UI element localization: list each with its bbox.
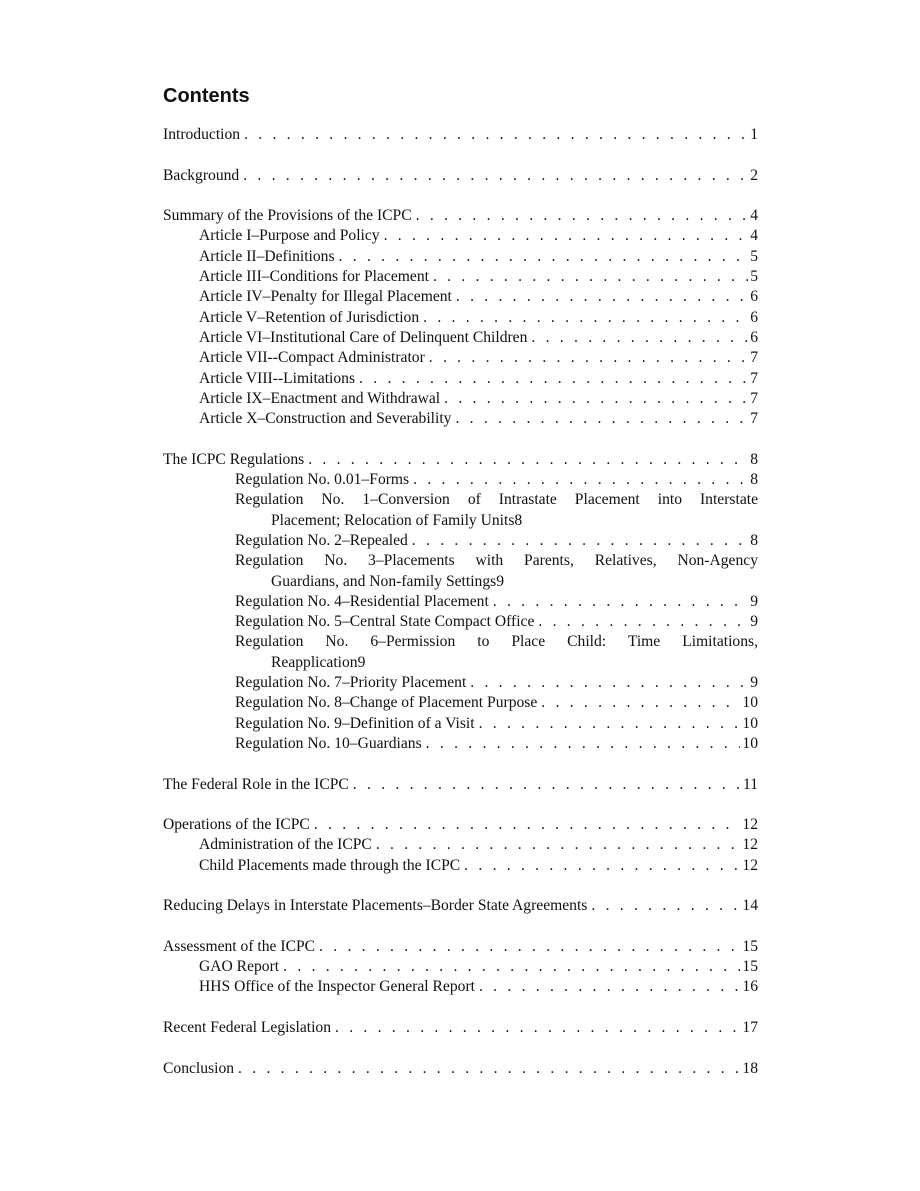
dot-leader <box>460 856 740 876</box>
toc-group-reducing-delays <box>163 896 758 916</box>
toc-entry-page: 12 <box>742 816 758 834</box>
toc-subentry[interactable] <box>163 267 758 287</box>
dot-leader <box>425 348 748 368</box>
toc-subentry[interactable] <box>163 531 758 551</box>
dot-leader <box>234 1059 740 1079</box>
toc-entry-page: 12 <box>742 856 758 874</box>
toc-entry-page: 5 <box>750 268 758 286</box>
toc-entry-title: Summary of the Provisions of the ICPC <box>163 207 412 225</box>
toc-entry-title: Article I–Purpose and Policy <box>199 227 380 245</box>
toc-entry-page: 6 <box>750 328 758 346</box>
toc-entry-page: 8 <box>750 531 758 549</box>
toc-entry-page: 7 <box>750 389 758 407</box>
toc-group-regulations <box>163 450 758 754</box>
toc-entry-page: 10 <box>742 734 758 752</box>
toc-entry[interactable] <box>163 937 758 957</box>
toc-entry-title: Article IV–Penalty for Illegal Placement <box>199 288 452 306</box>
toc-entry-page: 12 <box>742 836 758 854</box>
toc-subentry[interactable] <box>163 247 758 267</box>
toc-subentry[interactable] <box>163 856 758 876</box>
toc-entry[interactable] <box>163 206 758 226</box>
toc-subentry[interactable] <box>163 632 758 673</box>
dot-leader <box>587 896 740 916</box>
dot-leader <box>304 450 748 470</box>
toc-entry-page: 15 <box>742 937 758 955</box>
toc-subentry[interactable] <box>163 957 758 977</box>
toc-subentry[interactable] <box>163 673 758 693</box>
toc-group-introduction <box>163 125 758 145</box>
toc-entry-page: 6 <box>750 288 758 306</box>
toc-entry[interactable] <box>163 775 758 795</box>
toc-entry-page: 17 <box>742 1019 758 1037</box>
toc-entry-page: 10 <box>742 694 758 712</box>
toc-entry-page: 8 <box>750 471 758 489</box>
table-of-contents <box>163 125 758 1079</box>
toc-subentry[interactable] <box>163 328 758 348</box>
toc-entry-title-line1: Regulation No. 6–Permission to Place Child: Time Limitations, <box>235 633 758 651</box>
toc-entry-page: 9 <box>750 613 758 631</box>
toc-subentry[interactable] <box>163 470 758 490</box>
dot-leader <box>419 308 748 328</box>
toc-subentry[interactable] <box>163 409 758 429</box>
toc-entry-title-line1: Regulation No. 1–Conversion of Intrastate Placement into Interstate <box>235 491 758 509</box>
toc-subentry[interactable] <box>163 369 758 389</box>
dot-leader <box>527 328 748 348</box>
toc-entry-title: Regulation No. 0.01–Forms <box>235 471 410 489</box>
dot-leader <box>412 206 749 226</box>
toc-entry-title: Reducing Delays in Interstate Placements–Border State Agreements <box>163 897 588 915</box>
page-title: Contents <box>163 85 250 107</box>
dot-leader <box>239 166 748 186</box>
toc-entry-page: 9 <box>750 592 758 610</box>
toc-entry[interactable] <box>163 1018 758 1038</box>
dot-leader <box>335 247 749 267</box>
toc-group-background <box>163 166 758 186</box>
toc-entry-page: 5 <box>750 247 758 265</box>
toc-entry-page: 16 <box>742 978 758 996</box>
toc-entry-title: Regulation No. 7–Priority Placement <box>235 674 467 692</box>
toc-entry-title: Article VIII--Limitations <box>199 369 356 387</box>
toc-entry-title: Article VII--Compact Administrator <box>199 349 425 367</box>
toc-entry-title-line2: Guardians, and Non-family Settings <box>271 572 497 590</box>
toc-entry-page: 9 <box>357 653 366 671</box>
toc-entry-title: Introduction <box>163 126 241 143</box>
toc-subentry[interactable] <box>163 835 758 855</box>
toc-subentry[interactable] <box>163 389 758 409</box>
toc-subentry[interactable] <box>163 287 758 307</box>
toc-entry-title: Regulation No. 4–Residential Placement <box>235 592 489 610</box>
toc-entry-page: 7 <box>750 410 758 428</box>
toc-group-summary <box>163 206 758 429</box>
toc-entry-title: Regulation No. 5–Central State Compact Office <box>235 613 535 631</box>
toc-entry-page: 6 <box>750 308 758 326</box>
dot-leader <box>315 937 740 957</box>
dot-leader <box>355 369 748 389</box>
toc-subentry[interactable] <box>163 734 758 754</box>
toc-subentry[interactable] <box>163 226 758 246</box>
toc-entry-title: Regulation No. 9–Definition of a Visit <box>235 714 475 732</box>
toc-entry-title: Article X–Construction and Severability <box>199 410 452 428</box>
toc-entry[interactable] <box>163 896 758 916</box>
toc-entry-title: The Federal Role in the ICPC <box>163 775 349 793</box>
toc-entry-title: The ICPC Regulations <box>163 450 305 468</box>
dot-leader <box>489 592 748 612</box>
toc-entry-title: Article II–Definitions <box>199 247 335 265</box>
dot-leader <box>452 287 748 307</box>
toc-entry-title: Regulation No. 8–Change of Placement Purpose <box>235 694 538 712</box>
toc-entry-title-line1: Regulation No. 3–Placements with Parents, Relatives, Non-Agency <box>235 552 758 570</box>
toc-entry-title: Article V–Retention of Jurisdiction <box>199 308 420 326</box>
toc-entry[interactable] <box>163 1059 758 1079</box>
toc-entry[interactable] <box>163 450 758 470</box>
toc-entry-title: HHS Office of the Inspector General Report <box>199 978 475 996</box>
toc-entry-page: 2 <box>750 166 758 184</box>
toc-group-conclusion <box>163 1059 758 1079</box>
dot-leader <box>429 267 748 287</box>
toc-subentry[interactable] <box>163 592 758 612</box>
toc-group-operations <box>163 815 758 876</box>
toc-entry-title: Regulation No. 10–Guardians <box>235 734 422 752</box>
contents-page <box>163 84 758 1099</box>
toc-entry-title: Operations of the ICPC <box>163 816 310 834</box>
toc-group-assessment <box>163 937 758 998</box>
toc-subentry[interactable] <box>163 693 758 713</box>
toc-entry-title: Article VI–Institutional Care of Delinquent Children <box>199 328 528 346</box>
toc-entry-page: 15 <box>742 958 758 976</box>
toc-subentry[interactable] <box>163 348 758 368</box>
dot-leader <box>240 125 748 145</box>
toc-entry-page: 8 <box>750 450 758 468</box>
toc-entry-title: GAO Report <box>199 958 280 976</box>
toc-entry-title: Child Placements made through the ICPC <box>199 856 461 874</box>
dot-leader <box>475 977 740 997</box>
toc-entry[interactable] <box>163 125 758 145</box>
dot-leader <box>466 673 748 693</box>
toc-subentry[interactable] <box>163 714 758 734</box>
toc-entry-page: 11 <box>742 775 758 793</box>
dot-leader <box>279 957 740 977</box>
toc-subentry[interactable] <box>163 612 758 632</box>
toc-entry-title: Recent Federal Legislation <box>163 1019 332 1037</box>
toc-entry-page: 4 <box>750 207 758 225</box>
toc-entry-title: Conclusion <box>163 1059 235 1077</box>
dot-leader <box>422 734 741 754</box>
toc-group-recent-legislation <box>163 1018 758 1038</box>
dot-leader <box>440 389 748 409</box>
toc-entry-page: 8 <box>514 511 523 529</box>
toc-subentry[interactable] <box>163 977 758 997</box>
dot-leader <box>331 1018 740 1038</box>
toc-entry-title: Assessment of the ICPC <box>163 937 316 955</box>
dot-leader <box>475 714 741 734</box>
toc-entry-title: Article IX–Enactment and Withdrawal <box>199 389 441 407</box>
dot-leader <box>409 470 748 490</box>
toc-subentry[interactable] <box>163 490 758 531</box>
toc-entry-page: 1 <box>750 126 758 143</box>
toc-subentry[interactable] <box>163 551 758 592</box>
toc-entry-page: 9 <box>496 572 505 590</box>
toc-entry-page: 7 <box>750 369 758 387</box>
toc-entry-title-line2: Reapplication <box>271 653 358 671</box>
dot-leader <box>310 815 741 835</box>
toc-entry-title-line2: Placement; Relocation of Family Units <box>271 511 515 529</box>
dot-leader <box>451 409 748 429</box>
dot-leader <box>534 612 748 632</box>
toc-entry-page: 9 <box>750 674 758 692</box>
toc-group-federal-role <box>163 775 758 795</box>
toc-entry-page: 4 <box>750 227 758 245</box>
dot-leader <box>408 531 748 551</box>
toc-entry[interactable] <box>163 166 758 186</box>
toc-subentry[interactable] <box>163 308 758 328</box>
toc-entry-page: 7 <box>750 349 758 367</box>
toc-entry-page: 14 <box>742 897 758 915</box>
dot-leader <box>372 835 741 855</box>
toc-entry-title: Administration of the ICPC <box>199 836 372 854</box>
toc-entry-title: Regulation No. 2–Repealed <box>235 531 408 549</box>
toc-entry-page: 10 <box>742 714 758 732</box>
toc-entry-page: 18 <box>742 1059 758 1077</box>
toc-entry-title: Background <box>163 166 240 184</box>
dot-leader <box>380 226 749 246</box>
toc-entry[interactable] <box>163 815 758 835</box>
dot-leader <box>537 693 740 713</box>
dot-leader <box>349 775 741 795</box>
toc-entry-title: Article III–Conditions for Placement <box>199 268 429 286</box>
